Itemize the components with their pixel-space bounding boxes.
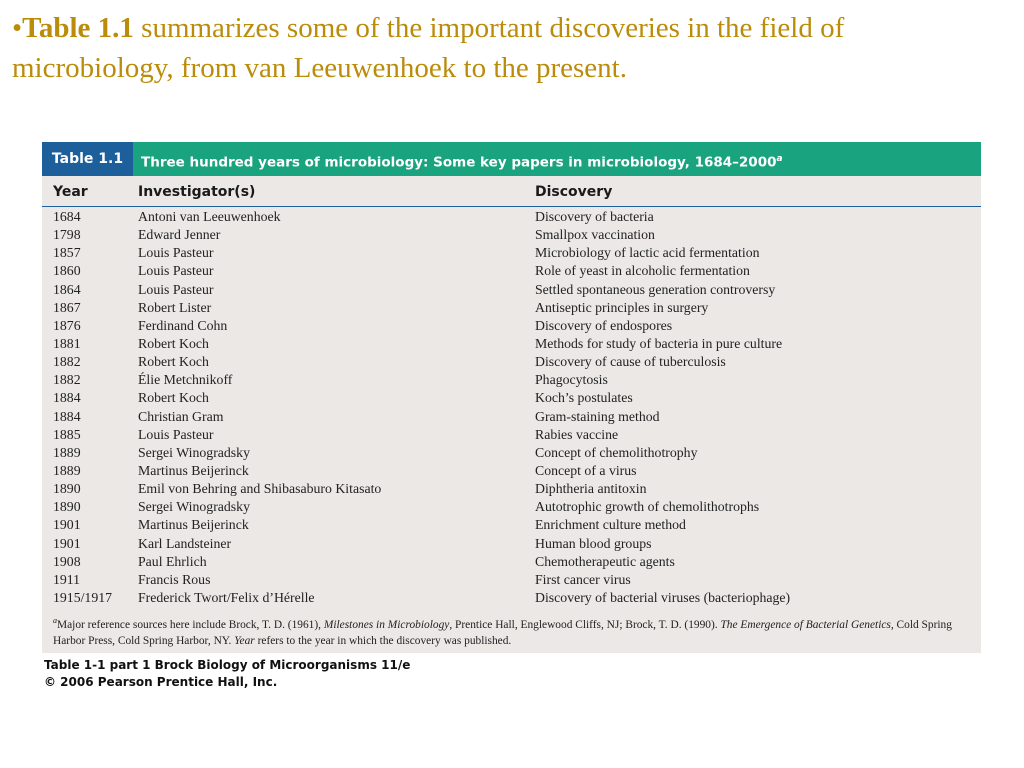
table-row xyxy=(42,262,981,280)
table-footnote xyxy=(53,613,973,649)
discovery-cell: Concept of chemolithotrophy xyxy=(535,444,698,460)
table-row xyxy=(42,353,981,371)
slide-heading xyxy=(12,8,1012,88)
investigator-cell: Paul Ehrlich xyxy=(138,553,207,569)
discovery-cell: Concept of a virus xyxy=(535,462,637,478)
credit-line-1: Table 1-1 part 1 Brock Biology of Microorganisms 11/e xyxy=(44,658,411,672)
year-cell: 1901 xyxy=(53,535,81,551)
year-cell: 1860 xyxy=(53,263,81,279)
year-cell: 1908 xyxy=(53,553,81,569)
investigator-cell: Karl Landsteiner xyxy=(138,535,232,551)
investigator-cell: Edward Jenner xyxy=(138,227,221,243)
table-row xyxy=(42,317,981,335)
footnote-text-3: , Cold Spring Harbor Press, Cold Spring Harbor, NY. xyxy=(53,618,952,647)
investigator-cell: Louis Pasteur xyxy=(138,245,214,261)
discovery-cell: Settled spontaneous generation controversy xyxy=(535,281,776,297)
investigator-cell: Frederick Twort/Felix d’Hérelle xyxy=(138,589,315,605)
investigator-cell: Robert Koch xyxy=(138,335,209,351)
table-row xyxy=(42,571,981,589)
table-row xyxy=(42,480,981,498)
footnote-year-term: Year xyxy=(234,634,255,647)
year-cell: 1890 xyxy=(53,499,81,515)
discovery-cell: Enrichment culture method xyxy=(535,517,686,533)
investigator-cell: Louis Pasteur xyxy=(138,281,214,297)
discovery-cell: Koch’s postulates xyxy=(535,390,633,406)
table-label: Table 1.1 xyxy=(42,142,133,176)
column-header-year: Year xyxy=(53,184,88,200)
discovery-cell: Phagocytosis xyxy=(535,372,608,388)
year-cell: 1890 xyxy=(53,481,81,497)
footnote-book-title-1: Milestones in Microbiology xyxy=(323,618,450,631)
investigator-cell: Emil von Behring and Shibasaburo Kitasato xyxy=(138,481,382,497)
investigator-cell: Francis Rous xyxy=(138,571,211,587)
discovery-cell: First cancer virus xyxy=(535,571,631,587)
table-row xyxy=(42,389,981,407)
table-row xyxy=(42,281,981,299)
investigator-cell: Louis Pasteur xyxy=(138,263,214,279)
year-cell: 1911 xyxy=(53,571,81,587)
year-cell: 1867 xyxy=(53,299,81,315)
discovery-cell: Diphtheria antitoxin xyxy=(535,481,647,497)
table-row xyxy=(42,335,981,353)
discovery-cell: Discovery of bacterial viruses (bacteriophage) xyxy=(535,589,791,605)
discovery-cell: Discovery of endospores xyxy=(535,317,673,333)
investigator-cell: Sergei Winogradsky xyxy=(138,444,250,460)
discovery-cell: Discovery of cause of tuberculosis xyxy=(535,354,726,370)
column-header-discovery: Discovery xyxy=(535,184,613,200)
year-cell: 1901 xyxy=(53,517,81,533)
table-row xyxy=(42,408,981,426)
investigator-cell: Élie Metchnikoff xyxy=(138,372,233,388)
year-cell: 1684 xyxy=(53,209,81,224)
investigator-cell: Martinus Beijerinck xyxy=(138,462,249,478)
year-cell: 1864 xyxy=(53,281,81,297)
bullet-glyph: • xyxy=(12,12,23,44)
year-cell: 1857 xyxy=(53,245,81,261)
discovery-cell: Autotrophic growth of chemolithotrophs xyxy=(535,499,760,515)
header-divider xyxy=(42,206,981,207)
investigator-cell: Christian Gram xyxy=(138,408,224,424)
footnote-text-4: refers to the year in which the discovery was published. xyxy=(254,634,512,647)
discovery-cell: Human blood groups xyxy=(535,535,652,551)
table-title xyxy=(141,142,783,176)
footnote-text-1: Major reference sources here include Brock, T. D. (1961), xyxy=(57,618,324,631)
table-row xyxy=(42,426,981,444)
footnote-text-2: , Prentice Hall, Englewood Cliffs, NJ; Brock, T. D. (1990). xyxy=(449,618,721,631)
table-row xyxy=(42,462,981,480)
table-row xyxy=(42,535,981,553)
year-cell: 1881 xyxy=(53,335,81,351)
year-cell: 1882 xyxy=(53,354,81,370)
table-row xyxy=(42,226,981,244)
table-title-bar xyxy=(42,142,981,176)
year-cell: 1876 xyxy=(53,317,81,333)
investigator-cell: Robert Lister xyxy=(138,299,212,315)
table-row xyxy=(42,299,981,317)
discovery-cell: Microbiology of lactic acid fermentation xyxy=(535,245,760,261)
discovery-cell: Chemotherapeutic agents xyxy=(535,553,675,569)
heading-text: summarizes some of the important discoveries in the field of microbiology, from van Leeuwenhoek to the present. xyxy=(12,12,845,84)
discovery-cell: Methods for study of bacteria in pure culture xyxy=(535,335,783,351)
discovery-cell: Antiseptic principles in surgery xyxy=(535,299,709,315)
investigator-cell: Antoni van Leeuwenhoek xyxy=(138,209,281,224)
year-cell: 1889 xyxy=(53,462,81,478)
investigator-cell: Louis Pasteur xyxy=(138,426,214,442)
table-row xyxy=(42,244,981,262)
year-cell: 1885 xyxy=(53,426,81,442)
table-row xyxy=(42,208,981,226)
table-row xyxy=(42,516,981,534)
credit-line-2: © 2006 Pearson Prentice Hall, Inc. xyxy=(44,675,278,689)
year-cell: 1798 xyxy=(53,227,81,243)
year-cell: 1915/1917 xyxy=(53,589,113,605)
investigator-cell: Martinus Beijerinck xyxy=(138,517,249,533)
heading-bold-ref: Table 1.1 xyxy=(22,12,134,44)
table-row xyxy=(42,371,981,389)
footnote-book-title-2: The Emergence of Bacterial Genetics xyxy=(720,618,891,631)
column-header-investigator: Investigator(s) xyxy=(138,184,256,200)
discovery-cell: Smallpox vaccination xyxy=(535,227,655,243)
year-cell: 1889 xyxy=(53,444,81,460)
investigator-cell: Ferdinand Cohn xyxy=(138,317,228,333)
investigator-cell: Sergei Winogradsky xyxy=(138,499,250,515)
discovery-cell: Rabies vaccine xyxy=(535,426,619,442)
footnote-mark: a xyxy=(53,616,57,625)
table-title-footnote-mark: a xyxy=(776,154,783,164)
table-panel xyxy=(42,142,981,653)
investigator-cell: Robert Koch xyxy=(138,390,209,406)
source-credit xyxy=(44,657,410,691)
discovery-cell: Role of yeast in alcoholic fermentation xyxy=(535,263,750,279)
table-row xyxy=(42,498,981,516)
year-cell: 1884 xyxy=(53,390,81,406)
table-body xyxy=(42,208,981,607)
table-row xyxy=(42,444,981,462)
year-cell: 1882 xyxy=(53,372,81,388)
discovery-cell: Discovery of bacteria xyxy=(535,209,654,224)
table-row xyxy=(42,589,981,607)
discovery-cell: Gram-staining method xyxy=(535,408,660,424)
year-cell: 1884 xyxy=(53,408,81,424)
investigator-cell: Robert Koch xyxy=(138,354,209,370)
table-row xyxy=(42,553,981,571)
table-title-text: Three hundred years of microbiology: Some key papers in microbiology, 1684–2000 xyxy=(141,154,777,171)
